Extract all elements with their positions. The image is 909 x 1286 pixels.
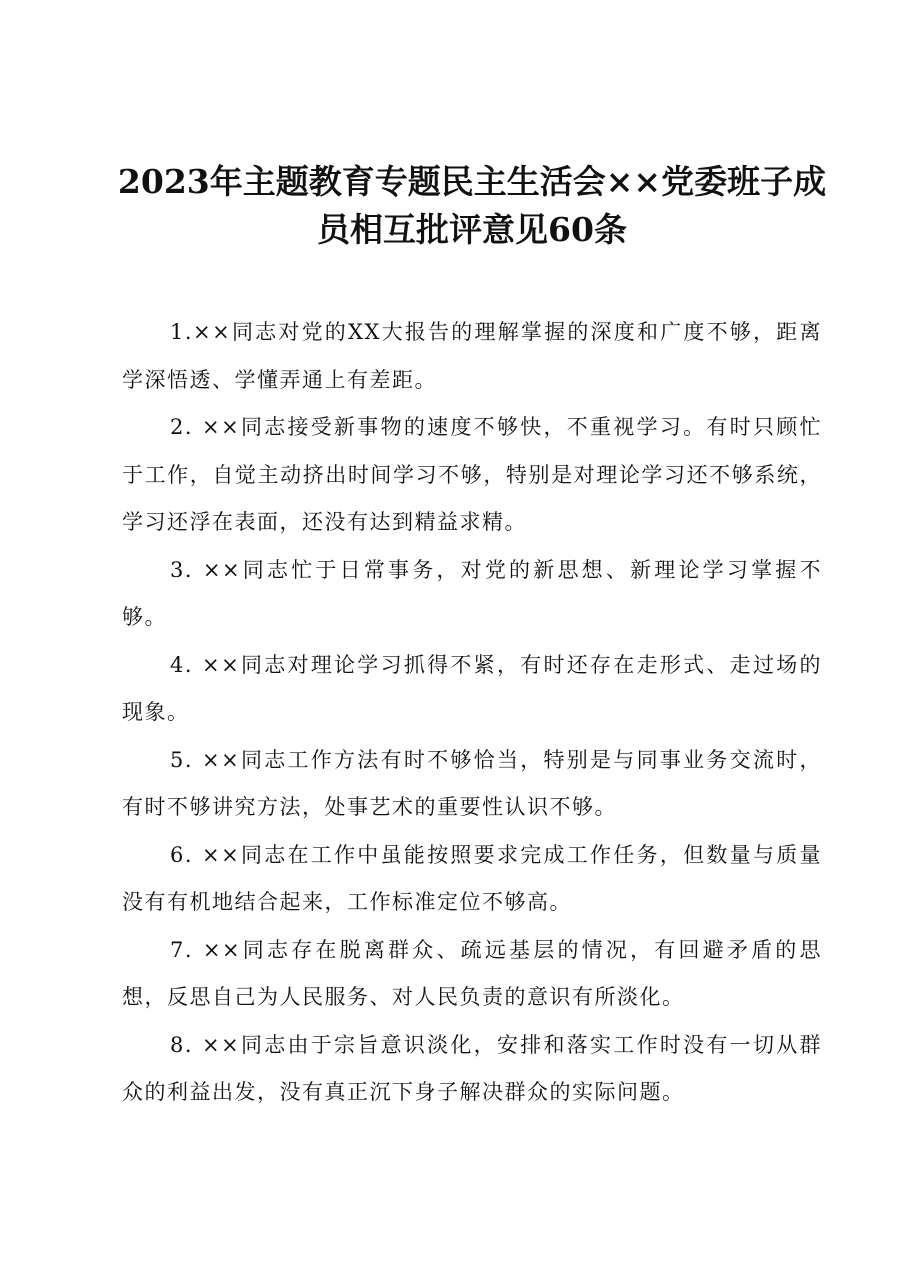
list-item: 3. ××同志忙于日常事务，对党的新思想、新理论学习掌握不够。 [122,557,822,629]
criticism-list [122,309,822,1117]
title-line-2: 员相互批评意见60条 [317,210,627,249]
title-line-1: 2023年主题教育专题民主生活会××党委班子成 [117,162,827,201]
document-title [112,158,832,254]
list-item: 2. ××同志接受新事物的速度不够快，不重视学习。有时只顾忙于工作，自觉主动挤出时间学习不够，特别是对理论学习还不够系统，学习还浮在表面，还没有达到精益求精。 [122,415,822,534]
list-item: 5. ××同志工作方法有时不够恰当，特别是与同事业务交流时，有时不够讲究方法，处事艺术的重要性认识不够。 [122,747,822,819]
list-item: 6. ××同志在工作中虽能按照要求完成工作任务，但数量与质量没有有机地结合起来，工作标准定位不够高。 [122,842,822,914]
list-item: 8. ××同志由于宗旨意识淡化，安排和落实工作时没有一切从群众的利益出发，没有真正沉下身子解决群众的实际问题。 [122,1032,822,1104]
list-item: 4. ××同志对理论学习抓得不紧，有时还存在走形式、走过场的现象。 [122,652,822,724]
list-item: 7. ××同志存在脱离群众、疏远基层的情况，有回避矛盾的思想，反思自己为人民服务、对人民负责的意识有所淡化。 [122,937,822,1009]
list-item: 1.××同志对党的XX大报告的理解掌握的深度和广度不够，距离学深悟透、学懂弄通上有差距。 [122,320,822,392]
